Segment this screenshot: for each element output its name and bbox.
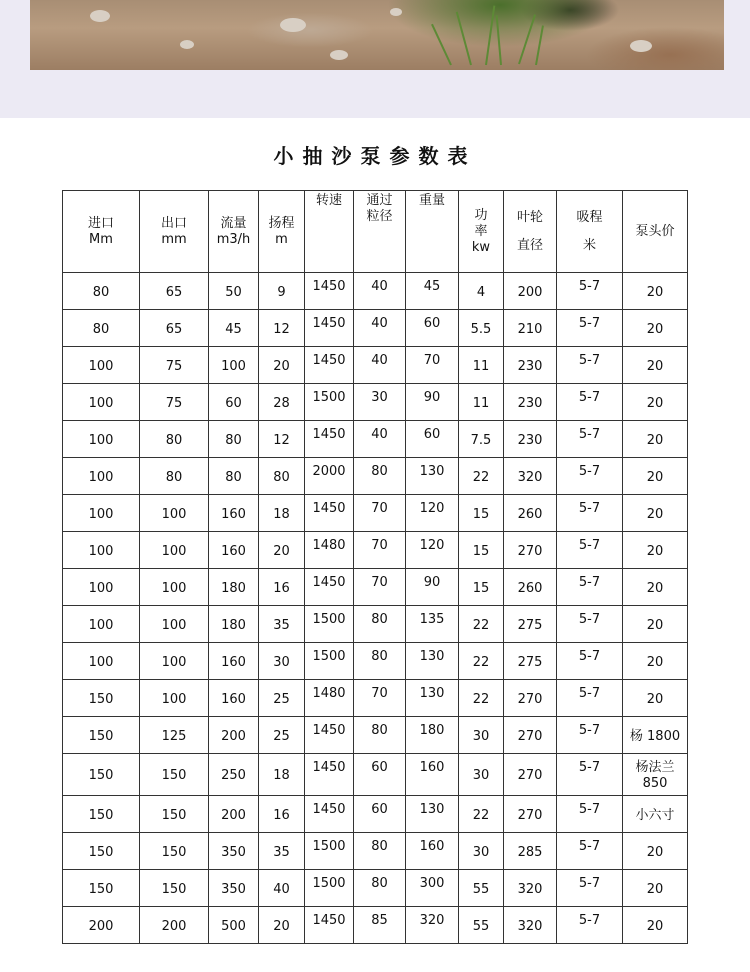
cell-particle: 40 bbox=[354, 310, 406, 347]
cell-particle: 70 bbox=[354, 495, 406, 532]
header-impeller-line: 叶轮 bbox=[516, 209, 543, 225]
cell-flow: 200 bbox=[209, 796, 259, 833]
header-price-line: 泵头价 bbox=[635, 223, 675, 239]
cell-impeller: 210 bbox=[504, 310, 557, 347]
cell-flow: 160 bbox=[209, 495, 259, 532]
cell-suction: 5-7 bbox=[557, 569, 623, 606]
cell-flow: 80 bbox=[209, 458, 259, 495]
header-head-line: m bbox=[275, 231, 288, 247]
cell-head: 12 bbox=[259, 421, 305, 458]
cell-outlet: 150 bbox=[140, 796, 209, 833]
cell-suction: 5-7 bbox=[557, 384, 623, 421]
cell-head: 16 bbox=[259, 569, 305, 606]
cell-weight: 180 bbox=[406, 717, 459, 754]
cell-particle: 40 bbox=[354, 273, 406, 310]
cell-power: 30 bbox=[459, 833, 504, 870]
cell-inlet: 150 bbox=[63, 717, 140, 754]
cell-suction: 5-7 bbox=[557, 643, 623, 680]
table-row bbox=[63, 643, 688, 680]
header-power-line: 率 bbox=[474, 223, 488, 239]
cell-price: 20 bbox=[623, 606, 688, 643]
cell-weight: 60 bbox=[406, 310, 459, 347]
cell-weight: 300 bbox=[406, 870, 459, 907]
cell-speed: 1500 bbox=[305, 643, 354, 680]
header-inlet-line: 进口 bbox=[87, 215, 114, 231]
table-row bbox=[63, 495, 688, 532]
header-particle-line: 粒径 bbox=[366, 209, 393, 224]
cell-price: 20 bbox=[623, 643, 688, 680]
cell-price: 20 bbox=[623, 532, 688, 569]
cell-particle: 60 bbox=[354, 754, 406, 796]
cell-head: 30 bbox=[259, 643, 305, 680]
cell-suction: 5-7 bbox=[557, 796, 623, 833]
cell-outlet: 80 bbox=[140, 458, 209, 495]
cell-price: 20 bbox=[623, 907, 688, 944]
cell-head: 20 bbox=[259, 347, 305, 384]
table-row bbox=[63, 421, 688, 458]
header-weight bbox=[406, 191, 459, 273]
cell-inlet: 150 bbox=[63, 870, 140, 907]
cell-price: 20 bbox=[623, 495, 688, 532]
cell-inlet: 150 bbox=[63, 833, 140, 870]
cell-price: 20 bbox=[623, 421, 688, 458]
table-row bbox=[63, 347, 688, 384]
cell-suction: 5-7 bbox=[557, 421, 623, 458]
cell-weight: 130 bbox=[406, 796, 459, 833]
cell-particle: 80 bbox=[354, 643, 406, 680]
cell-flow: 350 bbox=[209, 870, 259, 907]
cell-inlet: 150 bbox=[63, 796, 140, 833]
cell-flow: 160 bbox=[209, 532, 259, 569]
cell-impeller: 270 bbox=[504, 532, 557, 569]
table-row bbox=[63, 273, 688, 310]
table-row bbox=[63, 907, 688, 944]
header-inlet bbox=[63, 191, 140, 273]
cell-inlet: 150 bbox=[63, 754, 140, 796]
cell-head: 20 bbox=[259, 532, 305, 569]
cell-suction: 5-7 bbox=[557, 273, 623, 310]
cell-flow: 45 bbox=[209, 310, 259, 347]
cell-impeller: 230 bbox=[504, 421, 557, 458]
cell-head: 18 bbox=[259, 495, 305, 532]
cell-price: 20 bbox=[623, 273, 688, 310]
cell-impeller: 275 bbox=[504, 643, 557, 680]
cell-power: 5.5 bbox=[459, 310, 504, 347]
cell-power: 15 bbox=[459, 569, 504, 606]
header-inlet-line: Mm bbox=[89, 231, 113, 247]
cell-speed: 1450 bbox=[305, 907, 354, 944]
cell-weight: 70 bbox=[406, 347, 459, 384]
cell-inlet: 150 bbox=[63, 680, 140, 717]
cell-inlet: 100 bbox=[63, 495, 140, 532]
cell-outlet: 65 bbox=[140, 273, 209, 310]
cell-impeller: 270 bbox=[504, 796, 557, 833]
cell-weight: 120 bbox=[406, 532, 459, 569]
cell-head: 25 bbox=[259, 717, 305, 754]
cell-impeller: 275 bbox=[504, 606, 557, 643]
table-row bbox=[63, 310, 688, 347]
cell-weight: 90 bbox=[406, 384, 459, 421]
cell-speed: 1450 bbox=[305, 421, 354, 458]
table-row bbox=[63, 532, 688, 569]
cell-particle: 40 bbox=[354, 347, 406, 384]
cell-particle: 70 bbox=[354, 680, 406, 717]
cell-outlet: 200 bbox=[140, 907, 209, 944]
cell-speed: 1450 bbox=[305, 310, 354, 347]
cell-speed: 1480 bbox=[305, 680, 354, 717]
cell-speed: 1450 bbox=[305, 273, 354, 310]
cell-head: 35 bbox=[259, 606, 305, 643]
header-price bbox=[623, 191, 688, 273]
cell-power: 15 bbox=[459, 495, 504, 532]
cell-outlet: 150 bbox=[140, 870, 209, 907]
header-flow-line: m3/h bbox=[216, 231, 251, 247]
cell-speed: 1450 bbox=[305, 347, 354, 384]
cell-speed: 1450 bbox=[305, 569, 354, 606]
cell-outlet: 100 bbox=[140, 643, 209, 680]
cell-flow: 60 bbox=[209, 384, 259, 421]
table-row bbox=[63, 796, 688, 833]
cell-weight: 160 bbox=[406, 754, 459, 796]
cell-price: 20 bbox=[623, 458, 688, 495]
cell-power: 22 bbox=[459, 606, 504, 643]
header-suction-line: 吸程 bbox=[576, 209, 603, 225]
cell-impeller: 270 bbox=[504, 754, 557, 796]
cell-impeller: 260 bbox=[504, 569, 557, 606]
cell-outlet: 125 bbox=[140, 717, 209, 754]
header-particle-line: 通过 bbox=[366, 193, 393, 208]
cell-speed: 1500 bbox=[305, 833, 354, 870]
cell-flow: 180 bbox=[209, 569, 259, 606]
cell-outlet: 150 bbox=[140, 754, 209, 796]
cell-power: 30 bbox=[459, 754, 504, 796]
cell-suction: 5-7 bbox=[557, 907, 623, 944]
cell-speed: 1450 bbox=[305, 754, 354, 796]
cell-outlet: 100 bbox=[140, 606, 209, 643]
cell-head: 16 bbox=[259, 796, 305, 833]
cell-flow: 50 bbox=[209, 273, 259, 310]
cell-speed: 1500 bbox=[305, 384, 354, 421]
header-speed bbox=[305, 191, 354, 273]
cell-flow: 80 bbox=[209, 421, 259, 458]
cell-power: 4 bbox=[459, 273, 504, 310]
cell-suction: 5-7 bbox=[557, 606, 623, 643]
cell-particle: 70 bbox=[354, 569, 406, 606]
cell-flow: 160 bbox=[209, 643, 259, 680]
cell-impeller: 285 bbox=[504, 833, 557, 870]
cell-price: 小六寸 bbox=[623, 796, 688, 833]
cell-particle: 80 bbox=[354, 833, 406, 870]
cell-suction: 5-7 bbox=[557, 495, 623, 532]
header-outlet bbox=[140, 191, 209, 273]
cell-impeller: 270 bbox=[504, 717, 557, 754]
header-power bbox=[459, 191, 504, 273]
cell-suction: 5-7 bbox=[557, 870, 623, 907]
table-row bbox=[63, 833, 688, 870]
pump-parameter-table bbox=[62, 190, 688, 944]
cell-power: 30 bbox=[459, 717, 504, 754]
cell-outlet: 75 bbox=[140, 347, 209, 384]
table-row bbox=[63, 680, 688, 717]
cell-flow: 500 bbox=[209, 907, 259, 944]
header-impeller bbox=[504, 191, 557, 273]
cell-head: 35 bbox=[259, 833, 305, 870]
cell-inlet: 200 bbox=[63, 907, 140, 944]
cell-speed: 1500 bbox=[305, 870, 354, 907]
table-row bbox=[63, 458, 688, 495]
table-row bbox=[63, 870, 688, 907]
cell-flow: 250 bbox=[209, 754, 259, 796]
header-power-line: kw bbox=[471, 239, 491, 255]
cell-suction: 5-7 bbox=[557, 680, 623, 717]
header-flow-line: 流量 bbox=[220, 215, 247, 231]
cell-outlet: 80 bbox=[140, 421, 209, 458]
sand-pump-site-photo bbox=[30, 0, 724, 70]
cell-suction: 5-7 bbox=[557, 310, 623, 347]
cell-head: 9 bbox=[259, 273, 305, 310]
table-row bbox=[63, 569, 688, 606]
cell-price: 20 bbox=[623, 680, 688, 717]
header-suction-line: 米 bbox=[582, 237, 596, 253]
cell-impeller: 320 bbox=[504, 458, 557, 495]
cell-price: 20 bbox=[623, 384, 688, 421]
cell-inlet: 100 bbox=[63, 643, 140, 680]
header-impeller-line: 直径 bbox=[516, 237, 543, 253]
cell-power: 22 bbox=[459, 796, 504, 833]
top-banner bbox=[0, 0, 750, 118]
table-row bbox=[63, 384, 688, 421]
cell-inlet: 80 bbox=[63, 273, 140, 310]
page-title: 小抽沙泵参数表 bbox=[273, 144, 477, 168]
cell-outlet: 75 bbox=[140, 384, 209, 421]
cell-particle: 30 bbox=[354, 384, 406, 421]
header-outlet-line: 出口 bbox=[160, 215, 187, 231]
cell-suction: 5-7 bbox=[557, 754, 623, 796]
cell-head: 20 bbox=[259, 907, 305, 944]
cell-price: 20 bbox=[623, 347, 688, 384]
cell-suction: 5-7 bbox=[557, 717, 623, 754]
cell-speed: 1480 bbox=[305, 532, 354, 569]
cell-particle: 80 bbox=[354, 458, 406, 495]
cell-outlet: 65 bbox=[140, 310, 209, 347]
cell-flow: 180 bbox=[209, 606, 259, 643]
cell-inlet: 100 bbox=[63, 384, 140, 421]
cell-particle: 70 bbox=[354, 532, 406, 569]
cell-inlet: 100 bbox=[63, 569, 140, 606]
cell-inlet: 100 bbox=[63, 347, 140, 384]
header-speed-line: 转速 bbox=[315, 193, 342, 208]
header-power-line: 功 bbox=[474, 207, 488, 223]
cell-impeller: 230 bbox=[504, 347, 557, 384]
cell-flow: 160 bbox=[209, 680, 259, 717]
cell-speed: 1450 bbox=[305, 796, 354, 833]
cell-particle: 85 bbox=[354, 907, 406, 944]
header-head bbox=[259, 191, 305, 273]
cell-inlet: 100 bbox=[63, 421, 140, 458]
table-row bbox=[63, 754, 688, 796]
cell-price-line: 850 bbox=[642, 776, 668, 791]
cell-weight: 45 bbox=[406, 273, 459, 310]
cell-price: 20 bbox=[623, 310, 688, 347]
cell-suction: 5-7 bbox=[557, 833, 623, 870]
cell-power: 22 bbox=[459, 643, 504, 680]
cell-inlet: 100 bbox=[63, 606, 140, 643]
cell-weight: 135 bbox=[406, 606, 459, 643]
cell-power: 15 bbox=[459, 532, 504, 569]
cell-outlet: 100 bbox=[140, 532, 209, 569]
cell-particle: 80 bbox=[354, 870, 406, 907]
cell-head: 40 bbox=[259, 870, 305, 907]
cell-power: 11 bbox=[459, 347, 504, 384]
cell-outlet: 100 bbox=[140, 495, 209, 532]
cell-speed: 2000 bbox=[305, 458, 354, 495]
cell-impeller: 230 bbox=[504, 384, 557, 421]
cell-price-line: 杨法兰 bbox=[635, 760, 675, 775]
cell-weight: 130 bbox=[406, 458, 459, 495]
cell-suction: 5-7 bbox=[557, 532, 623, 569]
cell-power: 22 bbox=[459, 680, 504, 717]
cell-outlet: 100 bbox=[140, 680, 209, 717]
cell-particle: 80 bbox=[354, 606, 406, 643]
cell-weight: 130 bbox=[406, 680, 459, 717]
header-particle bbox=[354, 191, 406, 273]
cell-inlet: 100 bbox=[63, 532, 140, 569]
cell-impeller: 260 bbox=[504, 495, 557, 532]
cell-price: 20 bbox=[623, 870, 688, 907]
cell-power: 55 bbox=[459, 870, 504, 907]
cell-weight: 120 bbox=[406, 495, 459, 532]
cell-impeller: 320 bbox=[504, 870, 557, 907]
cell-speed: 1500 bbox=[305, 606, 354, 643]
cell-suction: 5-7 bbox=[557, 458, 623, 495]
cell-particle: 60 bbox=[354, 796, 406, 833]
cell-speed: 1450 bbox=[305, 717, 354, 754]
cell-particle: 80 bbox=[354, 717, 406, 754]
cell-power: 11 bbox=[459, 384, 504, 421]
cell-power: 7.5 bbox=[459, 421, 504, 458]
cell-impeller: 270 bbox=[504, 680, 557, 717]
header-outlet-line: mm bbox=[161, 231, 187, 247]
cell-flow: 200 bbox=[209, 717, 259, 754]
cell-speed: 1450 bbox=[305, 495, 354, 532]
cell-outlet: 150 bbox=[140, 833, 209, 870]
cell-power: 55 bbox=[459, 907, 504, 944]
cell-head: 25 bbox=[259, 680, 305, 717]
cell-outlet: 100 bbox=[140, 569, 209, 606]
cell-weight: 130 bbox=[406, 643, 459, 680]
header-weight-line: 重量 bbox=[418, 193, 445, 208]
cell-head: 18 bbox=[259, 754, 305, 796]
cell-particle: 40 bbox=[354, 421, 406, 458]
header-flow bbox=[209, 191, 259, 273]
table-row bbox=[63, 717, 688, 754]
table-row bbox=[63, 606, 688, 643]
cell-impeller: 320 bbox=[504, 907, 557, 944]
cell-power: 22 bbox=[459, 458, 504, 495]
cell-suction: 5-7 bbox=[557, 347, 623, 384]
cell-weight: 160 bbox=[406, 833, 459, 870]
cell-weight: 320 bbox=[406, 907, 459, 944]
cell-weight: 90 bbox=[406, 569, 459, 606]
cell-price: 20 bbox=[623, 569, 688, 606]
cell-flow: 100 bbox=[209, 347, 259, 384]
cell-head: 12 bbox=[259, 310, 305, 347]
table-header-row bbox=[63, 191, 688, 273]
header-head-line: 扬程 bbox=[268, 215, 295, 231]
cell-price: 20 bbox=[623, 833, 688, 870]
header-suction bbox=[557, 191, 623, 273]
cell-flow: 350 bbox=[209, 833, 259, 870]
cell-head: 28 bbox=[259, 384, 305, 421]
cell-price bbox=[623, 754, 688, 796]
cell-inlet: 80 bbox=[63, 310, 140, 347]
cell-head: 80 bbox=[259, 458, 305, 495]
cell-price: 杨 1800 bbox=[623, 717, 688, 754]
cell-inlet: 100 bbox=[63, 458, 140, 495]
cell-weight: 60 bbox=[406, 421, 459, 458]
cell-impeller: 200 bbox=[504, 273, 557, 310]
